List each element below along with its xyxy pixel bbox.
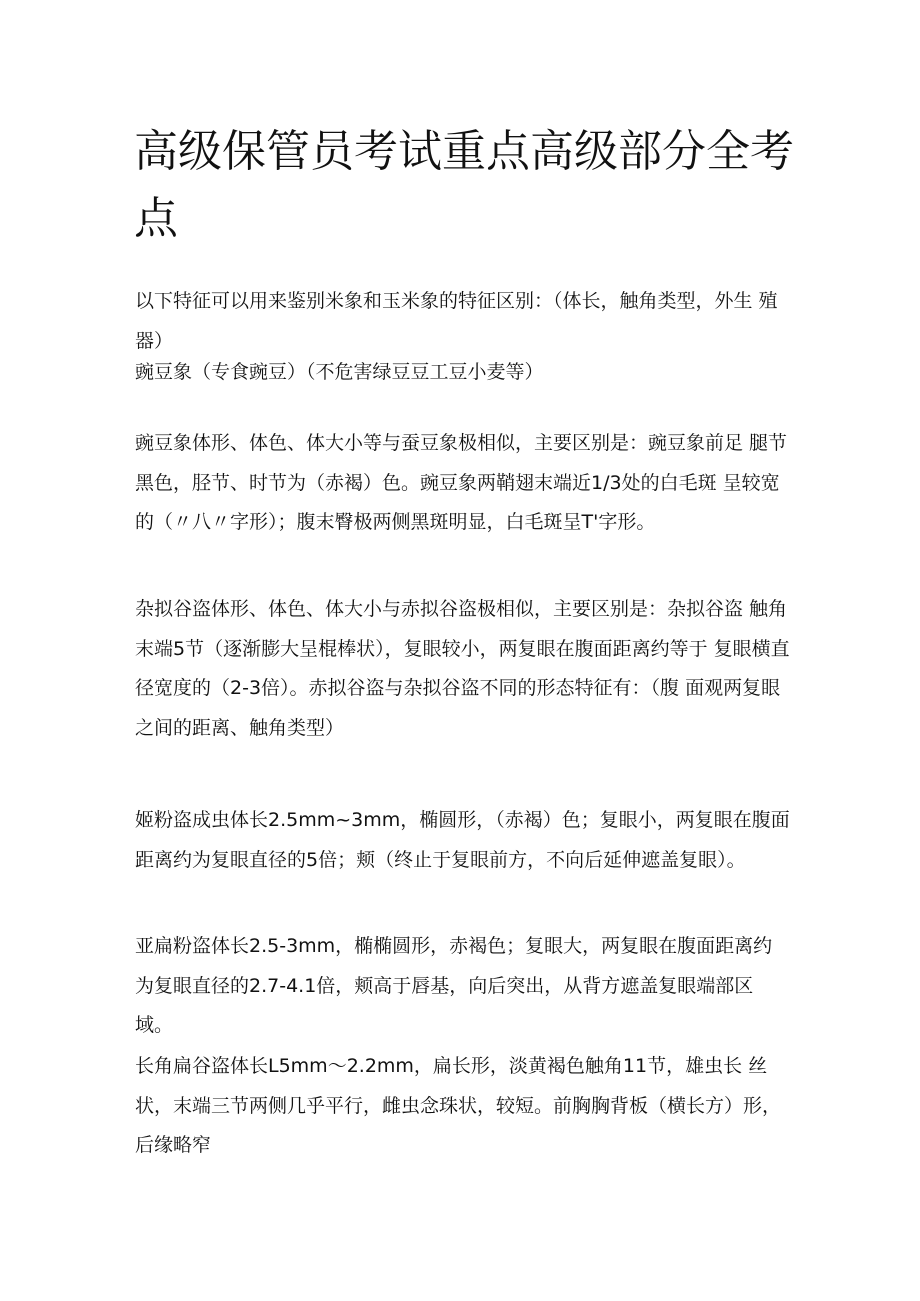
paragraph-7: 长角扁谷盗体长L5mm～2.2mm，扁长形，淡黄褐色触角11节，雄虫长 丝状，末端三节两侧几乎平行，雌虫念珠状，较短。前胸胸背板（横长方）形， 后缘略窄: [135, 1055, 782, 1156]
paragraph-3: 豌豆象体形、体色、体大小等与蚕豆象极相似，主要区别是：豌豆象前足 腿节黑色，胫节、时节为（赤褐）色。豌豆象两鞘翅末端近1/3处的白毛斑 呈较宽的（〃八〃字形）；腹末臀极两侧黑斑明显，白毛斑呈T'字形。: [135, 432, 788, 533]
paragraph-4: 杂拟谷盗体形、体色、体大小与赤拟谷盗极相似，主要区别是：杂拟谷盗 触角末端5节（逐渐膨大呈棍棒状），复眼较小，两复眼在腹面距离约等于 复眼横直径宽度的（2-3倍）。赤拟谷盗与杂拟谷盗不同的形态特征有：（腹 面观两复眼之间的距离、触角类型）: [135, 598, 790, 739]
paragraph-2: 豌豆象（专食豌豆）（不危害绿豆豆工豆小麦等）: [135, 361, 544, 383]
document-title: 高级保管员考试重点高级部分全考点: [134, 126, 794, 244]
paragraph-5: 姬粉盗成虫体长2.5mm~3mm，椭圆形，（赤褐）色；复眼小，两复眼在腹面 距离约为复眼直径的5倍；颊（终止于复眼前方，不向后延伸遮盖复眼）。: [135, 809, 790, 871]
paragraph-6: 亚扁粉盗体长2.5-3mm，椭椭圆形，赤褐色；复眼大，两复眼在腹面距离约 为复眼直径的2.7-4.1倍，颊高于唇基，向后突出，从背方遮盖复眼端部区 域。: [135, 935, 773, 1036]
paragraph-1: 以下特征可以用来鉴别米象和玉米象的特征区别：（体长，触角类型，外生 殖器）: [135, 290, 778, 352]
